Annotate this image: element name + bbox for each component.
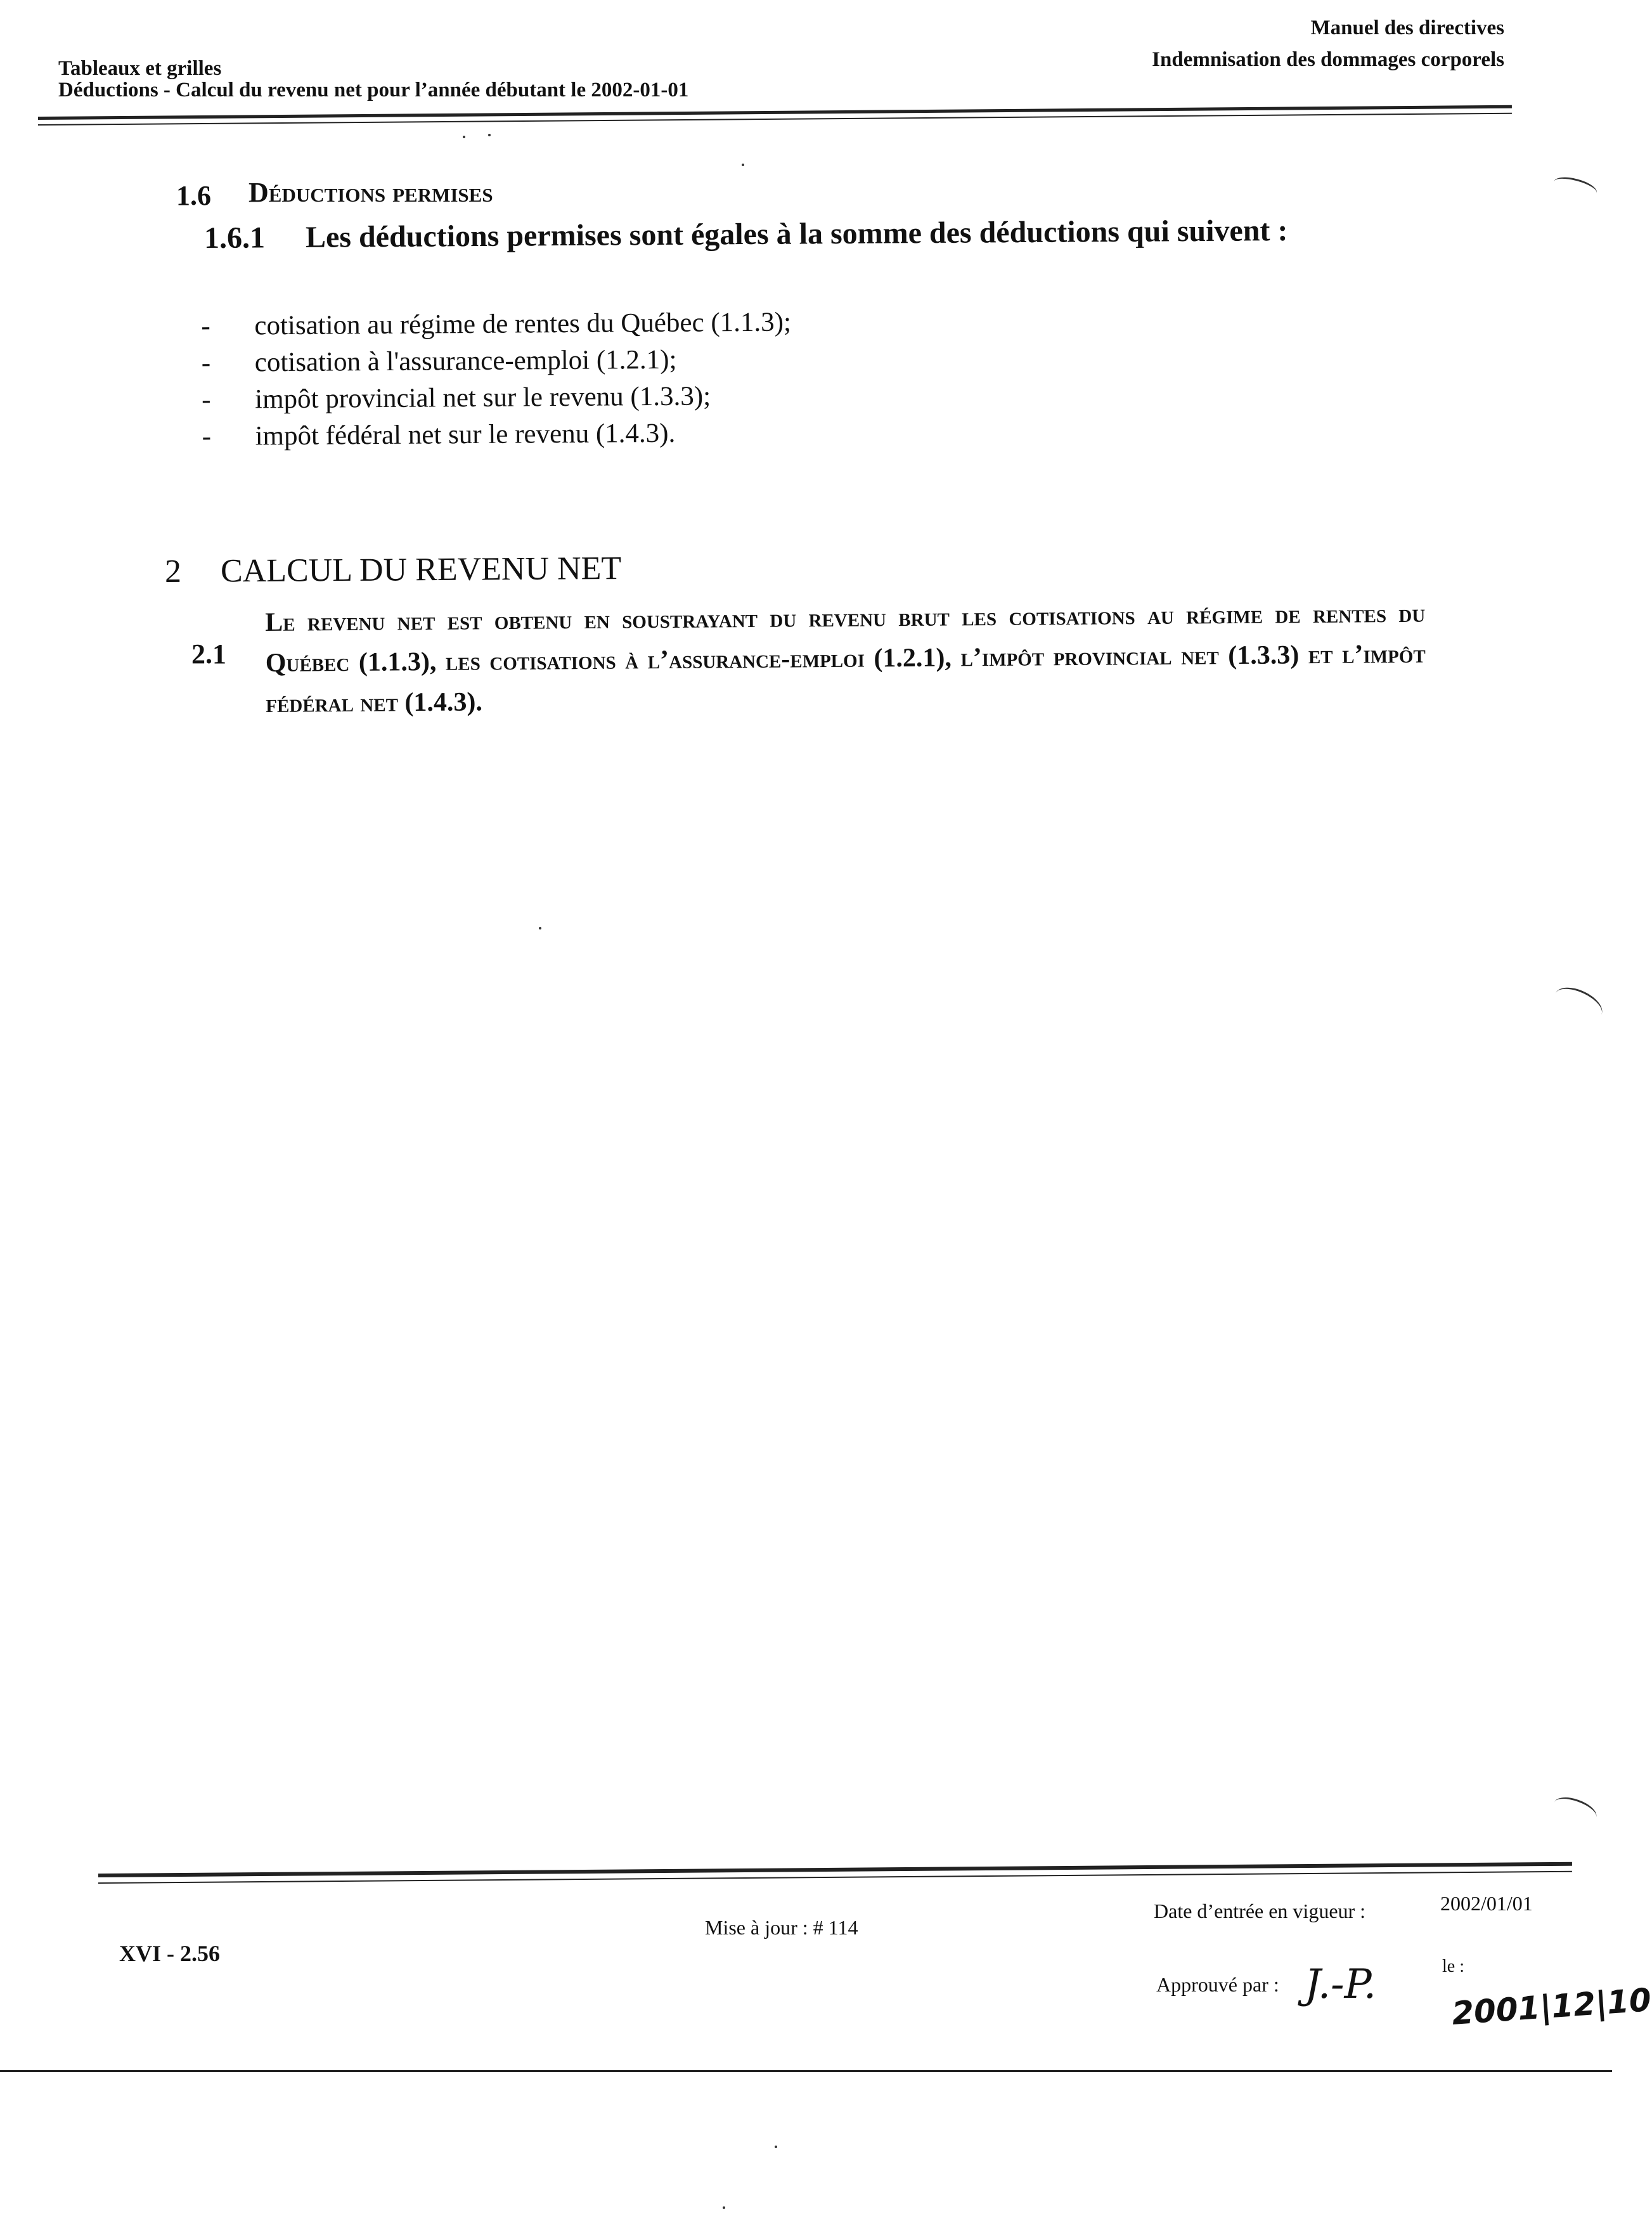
section-2-title: CALCUL DU REVENU NET <box>220 550 622 590</box>
section-2-1-number: 2.1 <box>191 638 226 670</box>
section-1-6-1-heading <box>204 213 1288 256</box>
bullet-dash: - <box>201 347 211 379</box>
scan-speck <box>463 136 465 138</box>
scan-speck <box>742 164 744 166</box>
margin-mark <box>1552 173 1599 201</box>
footer-effective-label: Date d’entrée en vigueur : <box>1154 1900 1366 1922</box>
section-1-6-1-number: 1.6.1 <box>203 221 266 255</box>
bullet-dash: - <box>202 384 211 415</box>
approver-signature: J.-P. <box>1305 1961 1377 2008</box>
section-1-6-number: 1.6 <box>176 180 211 211</box>
footer-date-label: le : <box>1442 1957 1464 1976</box>
footer-rule-thick <box>98 1862 1572 1877</box>
scan-speck <box>723 2206 725 2209</box>
bullet-dash: - <box>201 311 210 342</box>
section-2-number: 2 <box>164 553 182 590</box>
handwritten-approval-date: 2001|12|10 <box>1450 1981 1652 2032</box>
deductions-list <box>201 304 792 455</box>
footer-approved-label: Approuvé par : <box>1156 1973 1279 1996</box>
section-1-6-title: Déductions permises <box>248 177 493 208</box>
section-2-1-paragraph: Le revenu net est obtenu en soustrayant du revenu brut les cotisations au régime de rentes du Québec (1.1.3), les cotisations à l’assurance-emploi (1.2.1), l’impôt provincial net (1.3.3) et l’impôt fédéral net (1.4.3). <box>265 599 1426 718</box>
margin-mark <box>1550 981 1608 1027</box>
header-rule-thick <box>38 105 1512 120</box>
footer-update-number: Mise à jour : # 114 <box>705 1916 858 1939</box>
scan-speck <box>775 2146 777 2148</box>
scan-speck <box>539 927 541 929</box>
header-document-title: Déductions - Calcul du revenu net pour l’année débutant le 2002-01-01 <box>58 79 689 101</box>
header-category: Tableaux et grilles <box>58 57 222 80</box>
list-item: - cotisation au régime de rentes du Québec (1.1.3); <box>201 304 791 345</box>
scan-speck <box>488 134 491 136</box>
page-bottom-rule <box>0 2070 1612 2072</box>
section-2-heading <box>165 550 622 590</box>
footer-page-reference: XVI - 2.56 <box>119 1941 220 1966</box>
list-item: - impôt provincial net sur le revenu (1.3.3); <box>202 378 792 418</box>
margin-mark <box>1551 1792 1599 1827</box>
header-department: Indemnisation des dommages corporels <box>1152 48 1504 71</box>
footer-effective-date: 2002/01/01 <box>1440 1892 1533 1915</box>
bullet-dash: - <box>202 421 212 451</box>
section-1-6-1-text: Les déductions permises sont égales à la somme des déductions qui suivent : <box>305 214 1288 254</box>
list-item: - cotisation à l'assurance-emploi (1.2.1); <box>202 341 792 382</box>
header-manual-name: Manuel des directives <box>1310 16 1504 39</box>
list-item: - impôt fédéral net sur le revenu (1.4.3). <box>202 415 792 455</box>
